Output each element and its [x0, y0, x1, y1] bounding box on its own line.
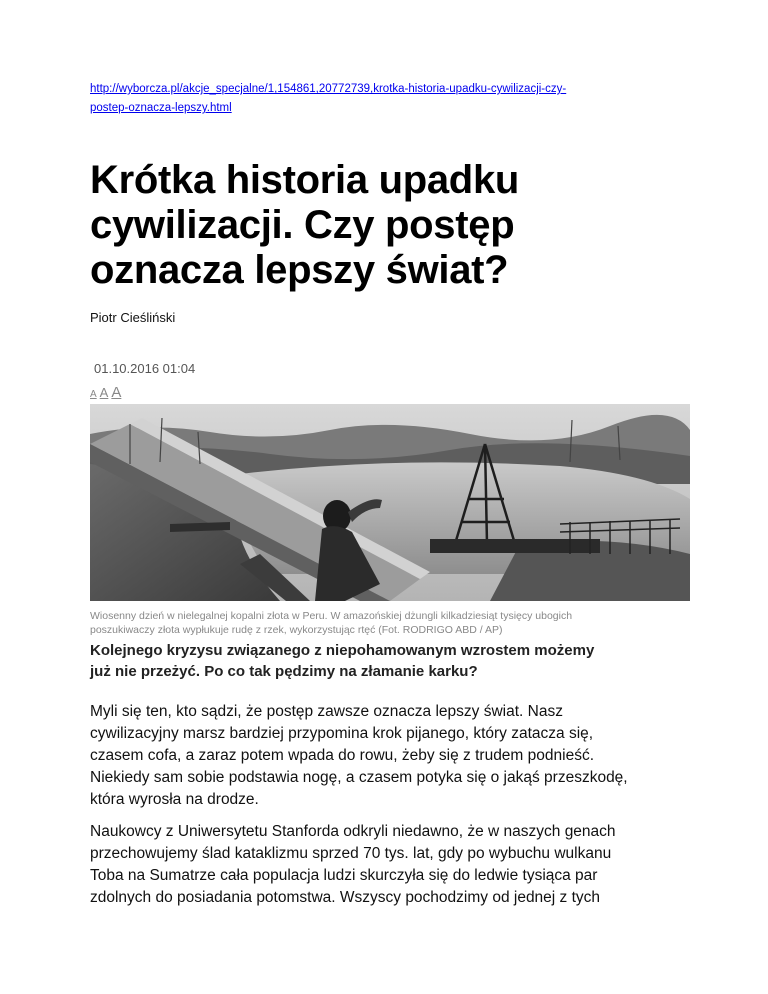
- paragraph-line: Niekiedy sam sobie podstawia nogę, a czasem potyka się o jakąś przeszkodę,: [90, 769, 628, 786]
- photo-mining-site-icon: [90, 404, 690, 601]
- font-size-small-button[interactable]: A: [90, 389, 97, 400]
- source-url-line-2[interactable]: postep-oznacza-lepszy.html: [90, 102, 232, 114]
- article-title-line-3: oznacza lepszy świat?: [90, 248, 509, 292]
- photo-caption-line-2: poszukiwaczy złota wypłukuje rudę z rzek, wykorzystując rtęć (Fot. RODRIGO ABD / AP): [90, 624, 503, 636]
- article-title: [90, 158, 690, 293]
- article-title-line-2: cywilizacji. Czy postęp: [90, 203, 515, 247]
- paragraph-line: która wyrosła na drodze.: [90, 791, 259, 808]
- article-photo: [90, 404, 690, 601]
- paragraph-line: Toba na Sumatrze cała populacja ludzi skurczyła się do ledwie tysiąca par: [90, 867, 598, 884]
- font-size-large-button[interactable]: A: [111, 384, 122, 401]
- font-size-medium-button[interactable]: A: [99, 385, 109, 400]
- photo-caption: [90, 609, 690, 637]
- paragraph-line: czasem cofa, a zaraz potem wpada do rowu, żeby się z trudem podnieść.: [90, 747, 594, 764]
- photo-caption-line-1: Wiosenny dzień w nielegalnej kopalni złota w Peru. W amazońskiej dżungli kilkadziesiąt tysięcy ubogich: [90, 610, 573, 622]
- article-paragraph-2: [90, 821, 690, 909]
- article-paragraph-1: [90, 701, 690, 811]
- paragraph-line: cywilizacyjny marsz bardziej przypomina krok pijanego, który zatacza się,: [90, 725, 594, 742]
- paragraph-line: Myli się ten, kto sądzi, że postęp zawsze oznacza lepszy świat. Nasz: [90, 703, 563, 720]
- font-size-controls: [90, 384, 121, 401]
- source-url-line-1[interactable]: http://wyborcza.pl/akcje_specjalne/1,154861,20772739,krotka-historia-upadku-cywilizacji-czy-: [90, 83, 567, 95]
- article-lead-line-2: już nie przeżyć. Po co tak pędzimy na złamanie karku?: [90, 663, 478, 680]
- article-date: 01.10.2016 01:04: [94, 361, 196, 376]
- article-author: Piotr Cieśliński: [90, 310, 176, 325]
- paragraph-line: przechowujemy ślad kataklizmu sprzed 70 tys. lat, gdy po wybuchu wulkanu: [90, 845, 612, 862]
- source-url-link[interactable]: [90, 80, 690, 118]
- paragraph-line: Naukowcy z Uniwersytetu Stanforda odkryli niedawno, że w naszych genach: [90, 823, 616, 840]
- article-lead-line-1: Kolejnego kryzysu związanego z niepohamowanym wzrostem możemy: [90, 642, 595, 659]
- article-lead: [90, 640, 690, 682]
- article-title-line-1: Krótka historia upadku: [90, 158, 520, 202]
- paragraph-line: zdolnych do posiadania potomstwa. Wszyscy pochodzimy od jednej z tych: [90, 889, 601, 906]
